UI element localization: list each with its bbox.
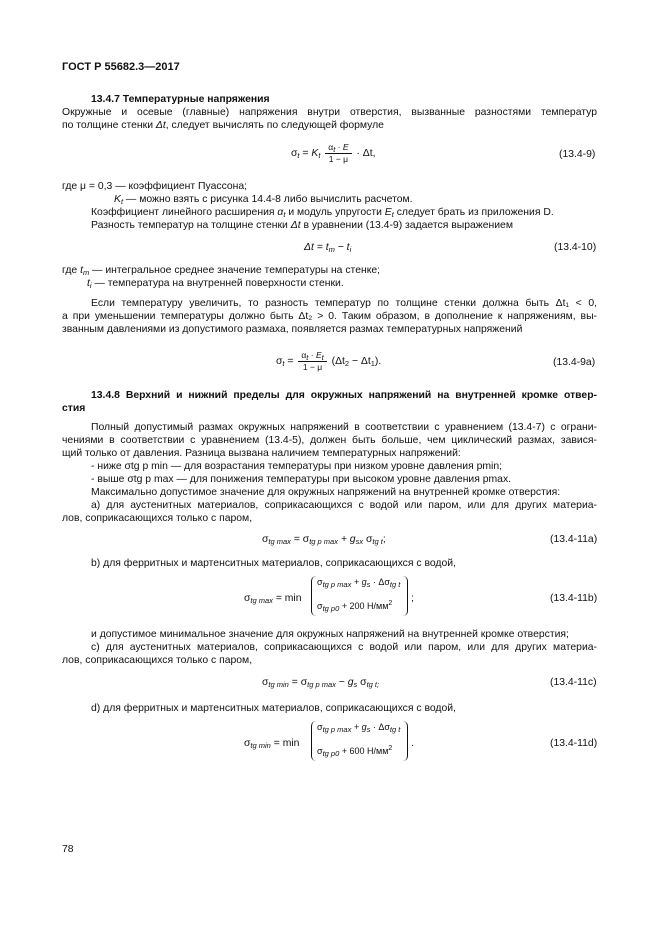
paragraph-line: а при уменьшении температуры должно быть Δt₂ > 0. Таким образом, в дополнение к напряжениям, вы- bbox=[62, 311, 597, 322]
equation-end: . bbox=[411, 738, 414, 749]
list-item: - ниже σtg p min — для возрастания температуры при низком уровне давления pmin; bbox=[91, 461, 502, 472]
paragraph-line: Коэффициент линейного расширения αt и модуль упругости Et следует брать из приложения D. bbox=[91, 207, 554, 219]
paragraph-line: и допустимое минимальное значение для окружных напряжений на внутренней кромке отверстия; bbox=[91, 629, 569, 640]
equation-row: $\sigma_{tg p0} + 200$ $Н/мм^2$ bbox=[317, 600, 393, 613]
where-clause: Kt — можно взять с рисунка 14.4-8 либо вычислить расчетом. bbox=[114, 194, 413, 206]
equation-13-4-11a: σtg max = σtg p max + gsx σtg t; bbox=[262, 534, 386, 546]
equation-end: ; bbox=[411, 593, 414, 604]
where-clause: где μ = 0,3 — коэффициент Пуассона; bbox=[62, 181, 248, 192]
equation-label: (13.4-11a) bbox=[550, 534, 598, 545]
equation-13-4-11d: σtg min = min bbox=[244, 738, 300, 750]
equation-label: (13.4-9a) bbox=[553, 357, 596, 368]
brace-left bbox=[311, 576, 316, 616]
equation-row: $\sigma_{tg p0} + 600$ $Н/мм^2$ bbox=[317, 745, 393, 758]
equation-label: (13.4-11d) bbox=[550, 738, 598, 749]
paragraph-line: щий только от давления. Разница вызвана наличием температурных напряжений: bbox=[62, 448, 461, 459]
equation-label: (13.4-11c) bbox=[550, 677, 597, 688]
paragraph-line: лов, соприкасающихся только с паром, bbox=[62, 655, 253, 666]
section-title-13-4-8: 13.4.8 Верхний и нижний пределы для окружных напряжений на внутренней кромке отвер- bbox=[91, 390, 597, 401]
brace-left bbox=[311, 721, 316, 761]
equation-row: $\sigma_{tg p max} + g_s \cdot \Delta\sigma_{tg t}$ bbox=[317, 577, 401, 589]
paragraph-line: по толщине стенки Δt, следует вычислять по следующей формуле bbox=[62, 120, 384, 131]
page-number: 78 bbox=[62, 844, 74, 855]
equation-13-4-9: σt = Kt $\frac{\alpha t \cdot E}{1 - \mu}$ · Δt, bbox=[291, 142, 376, 164]
equation-label: (13.4-10) bbox=[554, 242, 597, 253]
equation-row: $\sigma_{tg p max} + g_s \cdot \Delta\sigma_{tg t}$ bbox=[317, 722, 401, 734]
list-item: - выше σtg p max — для понижения температуры при высоком уровне давления pmax. bbox=[91, 474, 512, 485]
brace-right bbox=[403, 576, 408, 616]
section-title-cont: стия bbox=[62, 403, 86, 414]
paragraph-line: a) для аустенитных материалов, соприкасающихся с водой или паром, или для других материа- bbox=[91, 500, 597, 511]
equation-13-4-11c: σtg min = σtg p max − gs σtg t; bbox=[262, 677, 380, 689]
where-clause: ti — температура на внутренней поверхности стенки. bbox=[87, 278, 344, 290]
paragraph-line: Полный допустимый размах окружных напряжений в соответствии с уравнением (13.4-7) с ограни- bbox=[91, 422, 597, 433]
paragraph-line: d) для ферритных и мартенситных материалов, соприкасающихся с водой, bbox=[91, 703, 456, 714]
brace-right bbox=[403, 721, 408, 761]
paragraph-line: b) для ферритных и мартенситных материалов, соприкасающихся с водой, bbox=[91, 558, 456, 569]
paragraph-line: Разность температур на толщине стенки Δt в уравнении (13.4-9) задается выражением bbox=[91, 220, 513, 231]
section-title-13-4-7: 13.4.7 Температурные напряжения bbox=[91, 94, 270, 105]
equation-13-4-10: Δt = tm − ti bbox=[304, 242, 352, 254]
equation-label: (13.4-11b) bbox=[550, 593, 598, 604]
paragraph-line: Окружные и осевые (главные) напряжения внутри отверстия, вызванные разностями температур bbox=[62, 107, 597, 118]
paragraph-line: лов, соприкасающихся только с паром, bbox=[62, 513, 253, 524]
document-header: ГОСТ Р 55682.3—2017 bbox=[62, 61, 180, 73]
paragraph-line: c) для аустенитных материалов, соприкасающихся с водой или паром, или для других материа- bbox=[91, 642, 597, 653]
equation-13-4-11b: σtg max = min bbox=[244, 593, 302, 605]
paragraph-line: Максимально допустимое значение для окружных напряжений на внутренней кромке отверстия: bbox=[91, 487, 561, 498]
equation-label: (13.4-9) bbox=[559, 149, 596, 160]
paragraph-line: чениями в соответствии с уравнением (13.4-5), должен быть больше, чем циклический размах, завися- bbox=[62, 435, 597, 446]
equation-13-4-9a: σt = $\frac{\alpha t \cdot Et}{1 - \mu}$ (Δt2 − Δt1). bbox=[276, 350, 382, 372]
where-clause: где tm — интегральное среднее значение температуры на стенке; bbox=[62, 265, 381, 277]
paragraph-line: Если температуру увеличить, то разность температур по толщине стенки должна быть Δt₁ < 0, bbox=[91, 298, 597, 309]
paragraph-line: званным давлениями из допустимого размаха, появляется размах температурных напряжений bbox=[62, 324, 523, 335]
